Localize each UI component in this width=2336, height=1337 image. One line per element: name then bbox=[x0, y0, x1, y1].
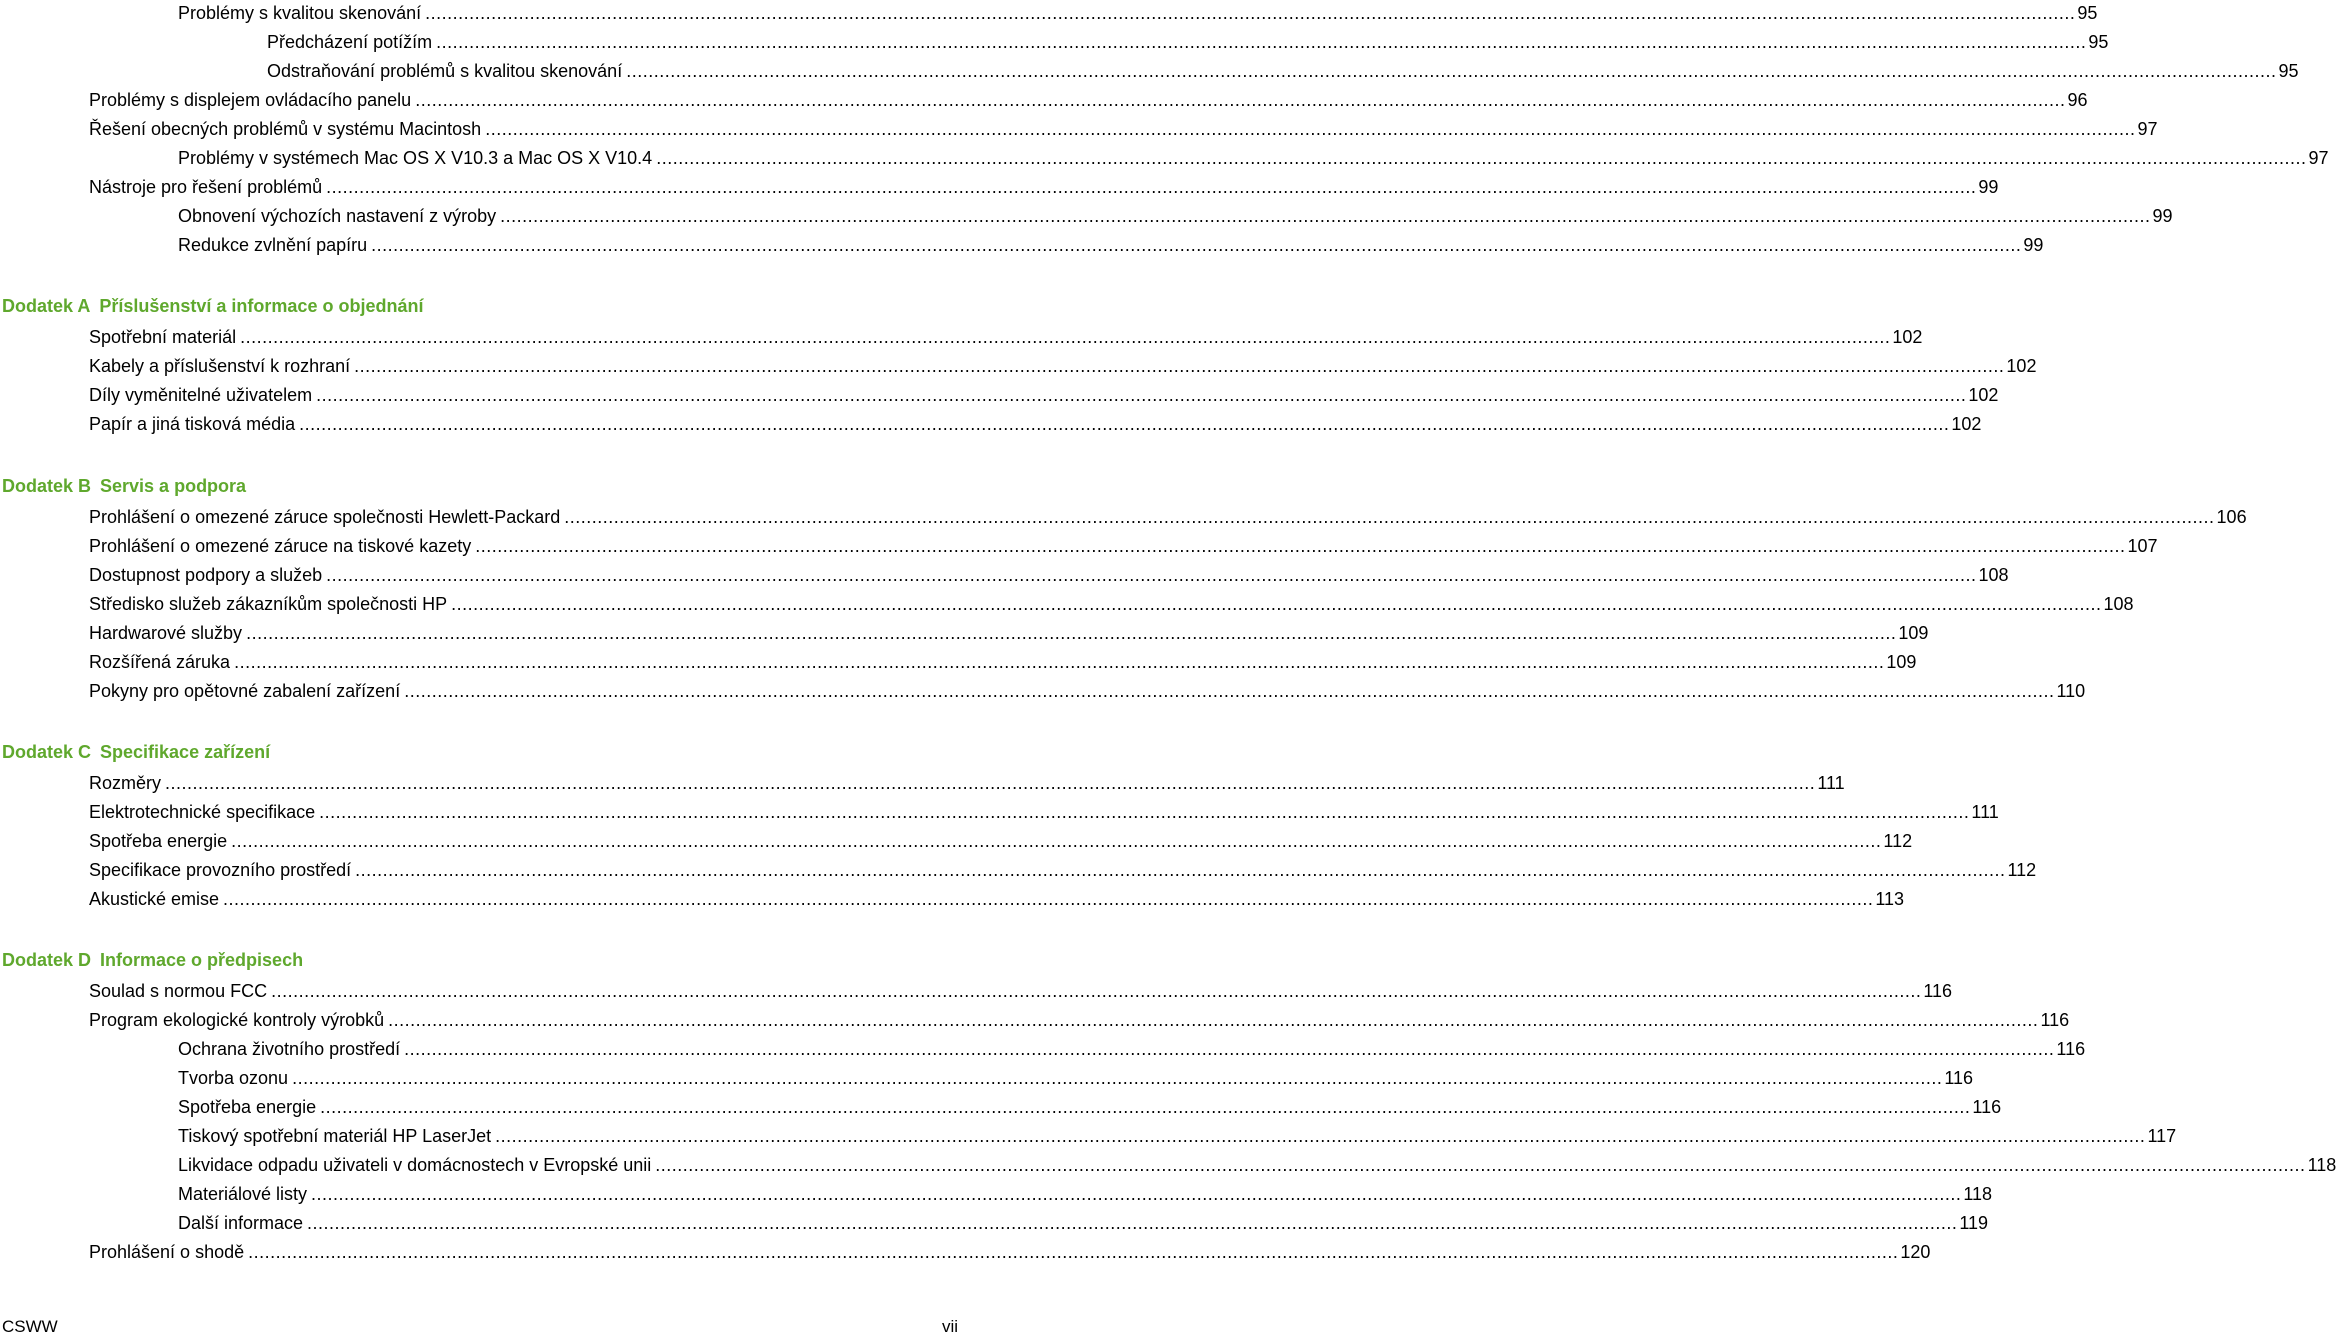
toc-entry-title: Řešení obecných problémů v systému Macintosh bbox=[89, 119, 482, 139]
toc-leader-dots: ............................................................................................................................................................................................................................................................................................................ bbox=[299, 414, 1950, 434]
appendix-label: Dodatek A bbox=[2, 296, 91, 316]
toc-entry-page: 117 bbox=[2147, 1126, 2177, 1146]
toc-entry-title: Prohlášení o shodě bbox=[89, 1242, 245, 1262]
toc-entry-page: 111 bbox=[1971, 802, 1999, 822]
toc-entry[interactable] bbox=[178, 1123, 2177, 1147]
toc-leader-dots: ............................................................................................................................................................................................................................................................................................................ bbox=[292, 1068, 1943, 1088]
toc-entry-page: 116 bbox=[1944, 1068, 1974, 1088]
toc-entry-page: 116 bbox=[2040, 1010, 2070, 1030]
toc-entry[interactable] bbox=[89, 1239, 1931, 1263]
toc-entry[interactable] bbox=[89, 620, 1929, 644]
toc-leader-dots: ............................................................................................................................................................................................................................................................................................................ bbox=[436, 32, 2087, 52]
toc-entry[interactable] bbox=[89, 591, 2134, 615]
toc-entry-title: Prohlášení o omezené záruce na tiskové kazety bbox=[89, 536, 472, 556]
appendix-title: Servis a podpora bbox=[100, 476, 247, 496]
toc-entry-title: Rozměry bbox=[89, 773, 162, 793]
toc-entry-title: Odstraňování problémů s kvalitou skenování bbox=[267, 61, 623, 81]
toc-leader-dots: ............................................................................................................................................................................................................................................................................................................ bbox=[354, 356, 2005, 376]
toc-entry-page: 116 bbox=[1923, 981, 1953, 1001]
toc-entry-title: Středisko služeb zákazníkům společnosti HP bbox=[89, 594, 448, 614]
toc-leader-dots: ............................................................................................................................................................................................................................................................................................................ bbox=[485, 119, 2136, 139]
toc-entry-page: 120 bbox=[1900, 1242, 1931, 1262]
toc-entry-title: Problémy s displejem ovládacího panelu bbox=[89, 90, 412, 110]
toc-leader-dots: ............................................................................................................................................................................................................................................................................................................ bbox=[307, 1213, 1958, 1233]
toc-entry-title: Akustické emise bbox=[89, 889, 220, 909]
toc-entry-page: 106 bbox=[2216, 507, 2247, 527]
toc-entry-page: 118 bbox=[2307, 1155, 2336, 1175]
toc-entry-page: 113 bbox=[1875, 889, 1905, 909]
toc-entry-page: 107 bbox=[2127, 536, 2158, 556]
toc-entry[interactable] bbox=[89, 1007, 2070, 1031]
toc-leader-dots: ............................................................................................................................................................................................................................................................................................................ bbox=[320, 1097, 1971, 1117]
appendix-label: Dodatek B bbox=[2, 476, 92, 496]
toc-entry-title: Dostupnost podpory a služeb bbox=[89, 565, 323, 585]
toc-entry[interactable] bbox=[89, 978, 1953, 1002]
toc-entry-title: Spotřební materiál bbox=[89, 327, 237, 347]
toc-entry[interactable] bbox=[89, 116, 2158, 140]
toc-entry[interactable] bbox=[178, 1036, 2086, 1060]
toc-leader-dots: ............................................................................................................................................................................................................................................................................................................ bbox=[316, 385, 1967, 405]
toc-entry-title: Program ekologické kontroly výrobků bbox=[89, 1010, 385, 1030]
toc-entry-page: 111 bbox=[1817, 773, 1845, 793]
toc-entry-title: Soulad s normou FCC bbox=[89, 981, 268, 1001]
toc-entry-title: Předcházení potížím bbox=[267, 32, 433, 52]
toc-entry-page: 108 bbox=[2103, 594, 2134, 614]
toc-entry-page: 96 bbox=[2067, 90, 2088, 110]
appendix-d-heading[interactable] bbox=[2, 949, 303, 973]
appendix-b-heading[interactable] bbox=[2, 475, 246, 499]
toc-entry-title: Rozšířená záruka bbox=[89, 652, 231, 672]
appendix-label: Dodatek D bbox=[2, 950, 92, 970]
toc-entry[interactable] bbox=[89, 324, 1923, 348]
toc-entry[interactable] bbox=[89, 87, 2088, 111]
toc-entry-page: 118 bbox=[1963, 1184, 1993, 1204]
toc-entry[interactable] bbox=[89, 353, 2037, 377]
toc-entry[interactable] bbox=[89, 562, 2009, 586]
toc-leader-dots: ............................................................................................................................................................................................................................................................................................................ bbox=[388, 1010, 2039, 1030]
toc-leader-dots: ............................................................................................................................................................................................................................................................................................................ bbox=[223, 889, 1874, 909]
toc-entry-page: 95 bbox=[2077, 3, 2098, 23]
toc-leader-dots: ............................................................................................................................................................................................................................................................................................................ bbox=[355, 860, 2006, 880]
toc-entry-title: Spotřeba energie bbox=[178, 1097, 317, 1117]
toc-entry-title: Likvidace odpadu uživateli v domácnostech v Evropské unii bbox=[178, 1155, 652, 1175]
appendix-title: Informace o předpisech bbox=[100, 950, 304, 970]
toc-entry-title: Problémy v systémech Mac OS X V10.3 a Mac OS X V10.4 bbox=[178, 148, 653, 168]
toc-leader-dots: ............................................................................................................................................................................................................................................................................................................ bbox=[248, 1242, 1899, 1262]
footer-left-label: CSWW bbox=[2, 1317, 58, 1336]
toc-leader-dots: ............................................................................................................................................................................................................................................................................................................ bbox=[326, 565, 1977, 585]
toc-leader-dots: ............................................................................................................................................................................................................................................................................................................ bbox=[240, 327, 1891, 347]
toc-entry[interactable] bbox=[178, 145, 2329, 169]
toc-entry-title: Materiálové listy bbox=[178, 1184, 308, 1204]
toc-leader-dots: ............................................................................................................................................................................................................................................................................................................ bbox=[404, 1039, 2055, 1059]
toc-entry-page: 112 bbox=[2007, 860, 2037, 880]
toc-entry[interactable] bbox=[267, 58, 2299, 82]
toc-entry[interactable] bbox=[89, 770, 1845, 794]
toc-leader-dots: ............................................................................................................................................................................................................................................................................................................ bbox=[564, 507, 2215, 527]
toc-entry[interactable] bbox=[89, 886, 1905, 910]
toc-entry-page: 97 bbox=[2308, 148, 2329, 168]
toc-entry-title: Ochrana životního prostředí bbox=[178, 1039, 401, 1059]
toc-leader-dots: ............................................................................................................................................................................................................................................................................................................ bbox=[425, 3, 2076, 23]
toc-entry-page: 112 bbox=[1883, 831, 1913, 851]
toc-leader-dots: ............................................................................................................................................................................................................................................................................................................ bbox=[626, 61, 2277, 81]
toc-leader-dots: ............................................................................................................................................................................................................................................................................................................ bbox=[231, 831, 1882, 851]
toc-entry-page: 97 bbox=[2137, 119, 2158, 139]
appendix-title: Specifikace zařízení bbox=[100, 742, 271, 762]
footer-page-number: vii bbox=[941, 1317, 958, 1336]
toc-entry-page: 99 bbox=[2152, 206, 2173, 226]
toc-entry-page: 102 bbox=[1968, 385, 1999, 405]
toc-leader-dots: ............................................................................................................................................................................................................................................................................................................ bbox=[246, 623, 1897, 643]
toc-leader-dots: ............................................................................................................................................................................................................................................................................................................ bbox=[415, 90, 2066, 110]
toc-entry[interactable] bbox=[89, 678, 2086, 702]
toc-entry[interactable] bbox=[267, 29, 2109, 53]
toc-entry-title: Další informace bbox=[178, 1213, 304, 1233]
toc-entry-page: 99 bbox=[2023, 235, 2044, 255]
toc-entry-title: Pokyny pro opětovné zabalení zařízení bbox=[89, 681, 401, 701]
toc-entry[interactable] bbox=[89, 174, 1999, 198]
toc-entry-page: 95 bbox=[2088, 32, 2109, 52]
toc-entry-page: 109 bbox=[1886, 652, 1917, 672]
toc-leader-dots: ............................................................................................................................................................................................................................................................................................................ bbox=[495, 1126, 2146, 1146]
toc-entry-page: 108 bbox=[1978, 565, 2009, 585]
toc-entry[interactable] bbox=[89, 382, 1999, 406]
toc-entry-page: 119 bbox=[1959, 1213, 1989, 1233]
toc-leader-dots: ............................................................................................................................................................................................................................................................................................................ bbox=[404, 681, 2055, 701]
toc-entry-page: 116 bbox=[1972, 1097, 2002, 1117]
toc-leader-dots: ............................................................................................................................................................................................................................................................................................................ bbox=[451, 594, 2102, 614]
toc-entry-title: Díly vyměnitelné uživatelem bbox=[89, 385, 313, 405]
toc-entry[interactable] bbox=[89, 828, 1913, 852]
toc-entry-page: 110 bbox=[2056, 681, 2086, 701]
toc-entry[interactable] bbox=[89, 411, 1982, 435]
toc-entry[interactable] bbox=[89, 533, 2158, 557]
toc-leader-dots: ............................................................................................................................................................................................................................................................................................................ bbox=[655, 1155, 2306, 1175]
toc-entry[interactable] bbox=[178, 1181, 1993, 1205]
toc-entry[interactable] bbox=[178, 1210, 1989, 1234]
toc-entry[interactable] bbox=[89, 857, 2037, 881]
toc-leader-dots: ............................................................................................................................................................................................................................................................................................................ bbox=[500, 206, 2151, 226]
toc-entry[interactable] bbox=[89, 649, 1917, 673]
toc-entry[interactable] bbox=[178, 203, 2173, 227]
appendix-title: Příslušenství a informace o objednání bbox=[99, 296, 424, 316]
toc-leader-dots: ............................................................................................................................................................................................................................................................................................................ bbox=[165, 773, 1816, 793]
toc-entry-page: 109 bbox=[1898, 623, 1929, 643]
toc-entry-page: 116 bbox=[2056, 1039, 2086, 1059]
toc-entry-title: Specifikace provozního prostředí bbox=[89, 860, 352, 880]
toc-entry-title: Papír a jiná tisková média bbox=[89, 414, 296, 434]
toc-entry[interactable] bbox=[89, 799, 1999, 823]
toc-entry-page: 102 bbox=[1892, 327, 1923, 347]
toc-entry-page: 102 bbox=[1951, 414, 1982, 434]
appendix-c-heading[interactable] bbox=[2, 741, 270, 765]
toc-entry-page: 95 bbox=[2278, 61, 2299, 81]
toc-entry[interactable] bbox=[178, 1065, 1974, 1089]
toc-leader-dots: ............................................................................................................................................................................................................................................................................................................ bbox=[475, 536, 2126, 556]
toc-entry-page: 99 bbox=[1978, 177, 1999, 197]
toc-leader-dots: ............................................................................................................................................................................................................................................................................................................ bbox=[271, 981, 1922, 1001]
toc-entry-title: Elektrotechnické specifikace bbox=[89, 802, 316, 822]
toc-leader-dots: ............................................................................................................................................................................................................................................................................................................ bbox=[234, 652, 1885, 672]
toc-entry-title: Nástroje pro řešení problémů bbox=[89, 177, 323, 197]
toc-entry-title: Hardwarové služby bbox=[89, 623, 243, 643]
toc-leader-dots: ............................................................................................................................................................................................................................................................................................................ bbox=[326, 177, 1977, 197]
toc-entry-title: Problémy s kvalitou skenování bbox=[178, 3, 422, 23]
toc-entry-title: Kabely a příslušenství k rozhraní bbox=[89, 356, 351, 376]
toc-entry-title: Prohlášení o omezené záruce společnosti Hewlett-Packard bbox=[89, 507, 561, 527]
appendix-label: Dodatek C bbox=[2, 742, 92, 762]
toc-entry[interactable] bbox=[178, 1152, 2336, 1176]
toc-entry-title: Tvorba ozonu bbox=[178, 1068, 289, 1088]
toc-leader-dots: ............................................................................................................................................................................................................................................................................................................ bbox=[656, 148, 2307, 168]
toc-entry[interactable] bbox=[89, 504, 2247, 528]
toc-entry-title: Tiskový spotřební materiál HP LaserJet bbox=[178, 1126, 492, 1146]
toc-entry-title: Redukce zvlnění papíru bbox=[178, 235, 368, 255]
toc-entry-title: Obnovení výchozích nastavení z výroby bbox=[178, 206, 497, 226]
toc-entry[interactable] bbox=[178, 232, 2044, 256]
toc-entry-title: Spotřeba energie bbox=[89, 831, 228, 851]
appendix-a-heading[interactable] bbox=[2, 295, 423, 319]
toc-leader-dots: ............................................................................................................................................................................................................................................................................................................ bbox=[371, 235, 2022, 255]
toc-leader-dots: ............................................................................................................................................................................................................................................................................................................ bbox=[311, 1184, 1962, 1204]
toc-entry-page: 102 bbox=[2006, 356, 2037, 376]
toc-entry[interactable] bbox=[178, 0, 2098, 24]
toc-entry[interactable] bbox=[178, 1094, 2002, 1118]
toc-leader-dots: ............................................................................................................................................................................................................................................................................................................ bbox=[319, 802, 1970, 822]
